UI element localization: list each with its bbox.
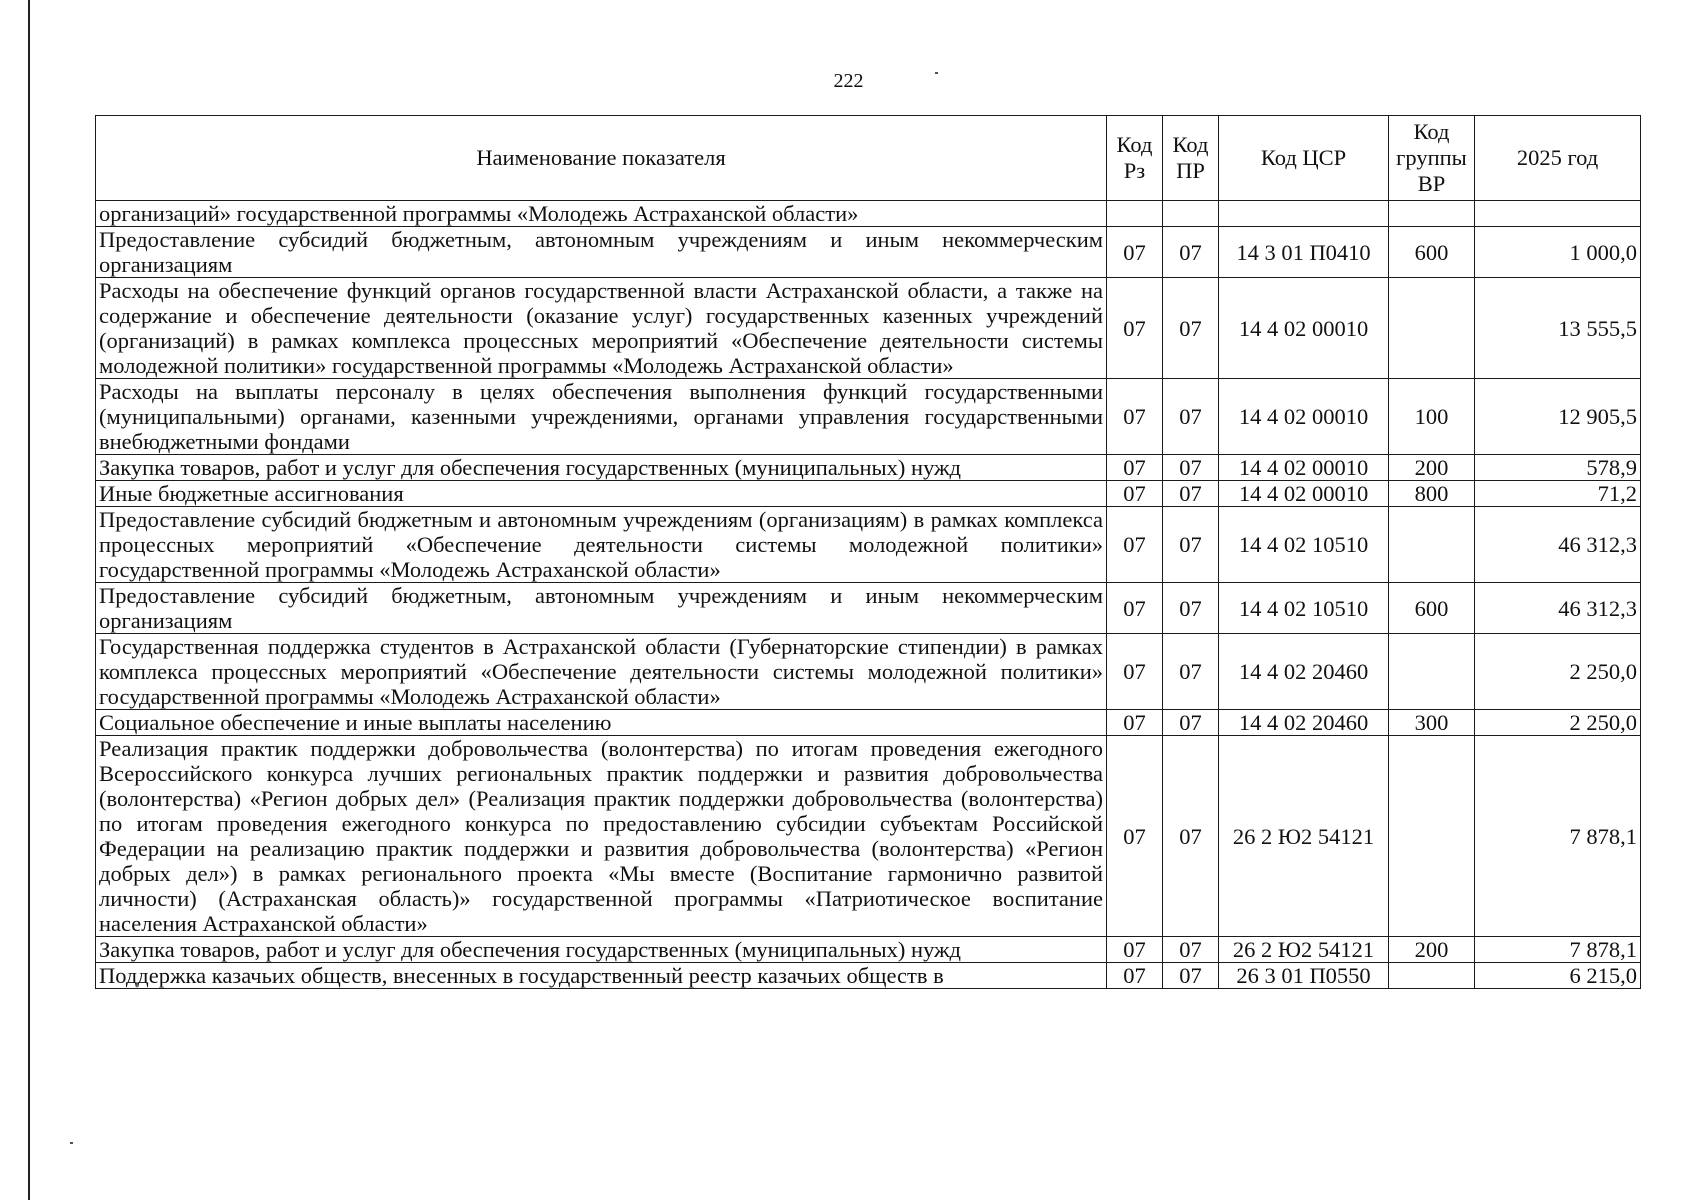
row-vr: 100	[1389, 379, 1475, 455]
row-rz: 07	[1107, 710, 1163, 736]
table-header-row	[96, 116, 1641, 201]
row-name: Социальное обеспечение и иные выплаты населению	[96, 710, 1107, 736]
row-pr	[1163, 201, 1219, 227]
row-csr: 14 4 02 10510	[1219, 507, 1389, 583]
row-amount: 1 000,0	[1475, 227, 1641, 278]
row-amount: 46 312,3	[1475, 583, 1641, 634]
row-amount	[1475, 201, 1641, 227]
page-number: 222	[833, 70, 864, 92]
row-name: Поддержка казачьих обществ, внесенных в государственный реестр казачьих обществ в	[96, 963, 1107, 989]
row-vr: 600	[1389, 227, 1475, 278]
table-row	[96, 963, 1641, 989]
row-csr: 14 4 02 00010	[1219, 379, 1389, 455]
row-vr: 600	[1389, 583, 1475, 634]
row-amount: 13 555,5	[1475, 278, 1641, 379]
row-rz: 07	[1107, 278, 1163, 379]
row-rz: 07	[1107, 634, 1163, 710]
row-csr: 14 3 01 П0410	[1219, 227, 1389, 278]
row-rz: 07	[1107, 507, 1163, 583]
header-name: Наименование показателя	[96, 116, 1107, 201]
table-row	[96, 481, 1641, 507]
row-name: организаций» государственной программы «Молодежь Астраханской области»	[96, 201, 1107, 227]
row-pr: 07	[1163, 710, 1219, 736]
row-rz: 07	[1107, 736, 1163, 937]
row-csr: 26 3 01 П0550	[1219, 963, 1389, 989]
row-pr: 07	[1163, 963, 1219, 989]
row-name: Предоставление субсидий бюджетным, автономным учреждениям и иным некоммерческим организациям	[96, 227, 1107, 278]
table-row	[96, 227, 1641, 278]
table-row	[96, 583, 1641, 634]
row-vr: 200	[1389, 455, 1475, 481]
row-csr: 26 2 Ю2 54121	[1219, 937, 1389, 963]
row-vr: 800	[1389, 481, 1475, 507]
table-row	[96, 278, 1641, 379]
table-row	[96, 455, 1641, 481]
row-vr: 200	[1389, 937, 1475, 963]
header-year: 2025 год	[1475, 116, 1641, 201]
row-amount: 7 878,1	[1475, 937, 1641, 963]
table-row	[96, 379, 1641, 455]
row-vr: 300	[1389, 710, 1475, 736]
row-rz: 07	[1107, 455, 1163, 481]
row-vr	[1389, 278, 1475, 379]
row-csr: 14 4 02 00010	[1219, 481, 1389, 507]
row-csr: 26 2 Ю2 54121	[1219, 736, 1389, 937]
row-vr	[1389, 634, 1475, 710]
budget-table	[95, 115, 1641, 989]
row-pr: 07	[1163, 583, 1219, 634]
row-vr	[1389, 963, 1475, 989]
row-amount: 7 878,1	[1475, 736, 1641, 937]
row-amount: 71,2	[1475, 481, 1641, 507]
row-amount: 12 905,5	[1475, 379, 1641, 455]
row-csr: 14 4 02 00010	[1219, 278, 1389, 379]
row-pr: 07	[1163, 736, 1219, 937]
row-csr	[1219, 201, 1389, 227]
row-rz: 07	[1107, 583, 1163, 634]
row-rz: 07	[1107, 481, 1163, 507]
row-name: Иные бюджетные ассигнования	[96, 481, 1107, 507]
row-pr: 07	[1163, 481, 1219, 507]
table-row	[96, 710, 1641, 736]
table-row	[96, 201, 1641, 227]
row-pr: 07	[1163, 278, 1219, 379]
row-csr: 14 4 02 20460	[1219, 634, 1389, 710]
row-rz: 07	[1107, 227, 1163, 278]
row-name: Реализация практик поддержки добровольчества (волонтерства) по итогам проведения ежегодного Всероссийского конкурса лучших региональных практик поддержки и развития добровольчества (волонтерства) «Регион добрых дел» (Реализация практик поддержки добровольчества (волонтерства) по итогам проведения ежегодного конкурса по предоставлению субсидии субъектам Российской Федерации на реализацию практик поддержки и развития добровольчества (волонтерства) «Регион добрых дел») в рамках регионального проекта «Мы вместе (Воспитание гармонично развитой личности) (Астраханская область)» государственной программы «Патриотическое воспитание населения Астраханской области»	[96, 736, 1107, 937]
row-name: Предоставление субсидий бюджетным и автономным учреждениям (организациям) в рамках комплекса процессных мероприятий «Обеспечение деятельности системы молодежной политики» государственной программы «Молодежь Астраханской области»	[96, 507, 1107, 583]
row-csr: 14 4 02 10510	[1219, 583, 1389, 634]
row-amount: 46 312,3	[1475, 507, 1641, 583]
row-name: Расходы на обеспечение функций органов государственной власти Астраханской области, а также на содержание и обеспечение деятельности (оказание услуг) государственных казенных учреждений (организаций) в рамках комплекса процессных мероприятий «Обеспечение деятельности системы молодежной политики» государственной программы «Молодежь Астраханской области»	[96, 278, 1107, 379]
row-rz: 07	[1107, 963, 1163, 989]
row-name: Расходы на выплаты персоналу в целях обеспечения выполнения функций государственными (муниципальными) органами, казенными учреждениями, органами управления государственными внебюджетными фондами	[96, 379, 1107, 455]
row-pr: 07	[1163, 634, 1219, 710]
row-rz	[1107, 201, 1163, 227]
row-name: Предоставление субсидий бюджетным, автономным учреждениям и иным некоммерческим организациям	[96, 583, 1107, 634]
row-csr: 14 4 02 20460	[1219, 710, 1389, 736]
row-pr: 07	[1163, 937, 1219, 963]
row-vr	[1389, 201, 1475, 227]
header-rz: Код Рз	[1107, 116, 1163, 201]
row-vr	[1389, 507, 1475, 583]
header-csr: Код ЦСР	[1219, 116, 1389, 201]
row-name: Закупка товаров, работ и услуг для обеспечения государственных (муниципальных) нужд	[96, 455, 1107, 481]
row-amount: 2 250,0	[1475, 634, 1641, 710]
row-csr: 14 4 02 00010	[1219, 455, 1389, 481]
header-vr: Код группы ВР	[1389, 116, 1475, 201]
header-pr: Код ПР	[1163, 116, 1219, 201]
row-name: Государственная поддержка студентов в Астраханской области (Губернаторские стипендии) в рамках комплекса процессных мероприятий «Обеспечение деятельности системы молодежной политики» государственной программы «Молодежь Астраханской области»	[96, 634, 1107, 710]
binding-edge-line	[28, 0, 30, 1200]
row-pr: 07	[1163, 455, 1219, 481]
row-pr: 07	[1163, 507, 1219, 583]
row-amount: 2 250,0	[1475, 710, 1641, 736]
table-row	[96, 507, 1641, 583]
scan-speck	[70, 1142, 73, 1144]
row-name: Закупка товаров, работ и услуг для обеспечения государственных (муниципальных) нужд	[96, 937, 1107, 963]
row-amount: 578,9	[1475, 455, 1641, 481]
table-row	[96, 937, 1641, 963]
row-pr: 07	[1163, 227, 1219, 278]
row-pr: 07	[1163, 379, 1219, 455]
row-rz: 07	[1107, 379, 1163, 455]
row-vr	[1389, 736, 1475, 937]
table-row	[96, 736, 1641, 937]
table-row	[96, 634, 1641, 710]
row-rz: 07	[1107, 937, 1163, 963]
row-amount: 6 215,0	[1475, 963, 1641, 989]
